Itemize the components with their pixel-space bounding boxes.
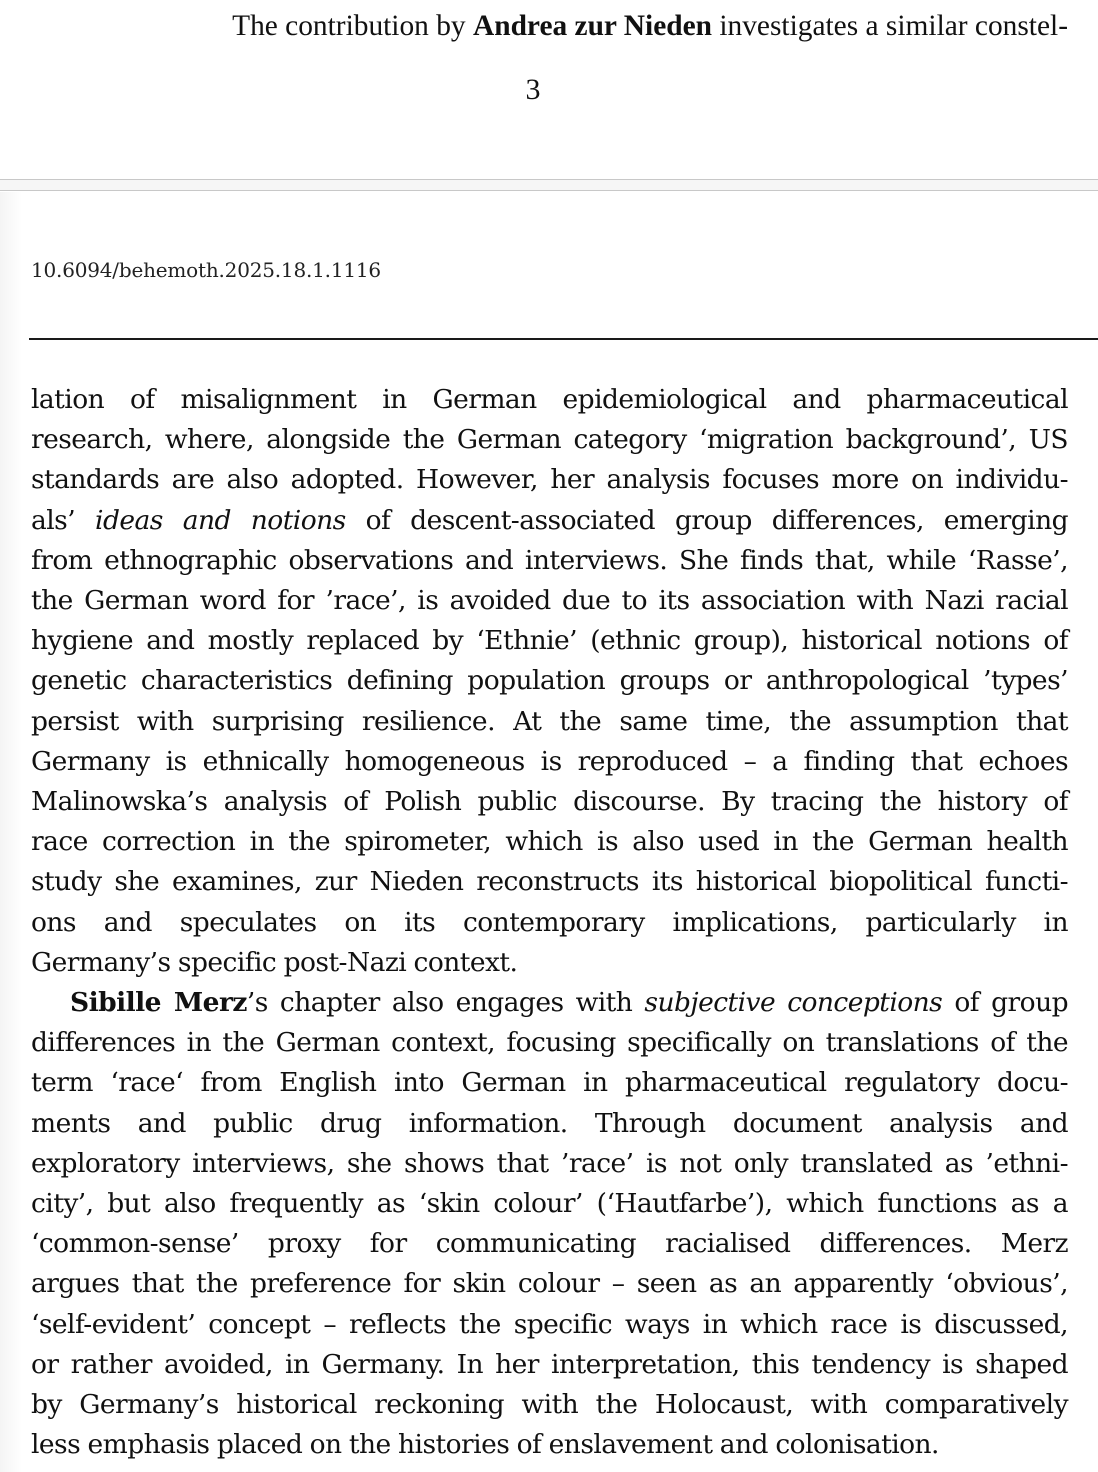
text-line: [31, 1144, 1068, 1184]
text-run: standards are also adopted. However, her analysis focuses more on individu-: [31, 464, 1068, 496]
page-separator: [0, 179, 1098, 191]
text-run: the German word for ’race’, is avoided due to its association with Nazi racial: [31, 585, 1068, 617]
text-run: argues that the preference for skin colour – seen as an apparently ‘obvious’,: [31, 1268, 1068, 1300]
text-run: Germany’s specific post-Nazi context.: [31, 946, 518, 978]
text-run: ments and public drug information. Through document analysis and: [31, 1107, 1068, 1139]
text-line: [31, 501, 1068, 541]
text-run: investigates a similar constel-: [712, 9, 1068, 42]
text-run: term ‘race‘ from English into German in pharmaceutical regulatory docu-: [31, 1067, 1068, 1099]
text-run: or rather avoided, in Germany. In her interpretation, this tendency is shaped: [31, 1348, 1068, 1380]
text-run: differences in the German context, focusing specifically on translations of the: [31, 1027, 1068, 1059]
text-line: [31, 1264, 1068, 1304]
text-line: [31, 460, 1068, 500]
text-line: [31, 1305, 1068, 1345]
text-run: city’, but also frequently as ‘skin colour’ (‘Hautfarbe’), which functions as a: [31, 1188, 1068, 1220]
emphasis: subjective conceptions: [644, 987, 943, 1019]
header-rule: [29, 338, 1098, 340]
text-run: ‘common-sense’ proxy for communicating racialised differences. Merz: [31, 1228, 1068, 1260]
text-run: race correction in the spirometer, which is also used in the German health: [31, 826, 1068, 858]
paragraph: [31, 380, 1068, 983]
paragraph: [31, 983, 1068, 1465]
author-name: Sibille Merz: [70, 987, 247, 1019]
text-run: ons and speculates on its contemporary implications, particularly in: [31, 906, 1068, 938]
text-line: [31, 1023, 1068, 1063]
text-line: [31, 1063, 1068, 1103]
text-line: [31, 862, 1068, 902]
text-line: [31, 420, 1068, 460]
text-run: of group: [942, 987, 1068, 1019]
text-line: [31, 822, 1068, 862]
text-line: [31, 983, 1068, 1023]
text-line: [31, 1104, 1068, 1144]
author-name: Andrea zur Nieden: [472, 9, 713, 42]
text-run: less emphasis placed on the histories of enslavement and colonisation.: [31, 1429, 939, 1461]
text-line: [31, 1385, 1068, 1425]
text-line: [31, 1425, 1068, 1465]
text-run: Germany is ethnically homogeneous is reproduced – a finding that echoes: [31, 745, 1068, 777]
text-run: persist with surprising resilience. At the same time, the assumption that: [31, 705, 1068, 737]
body-text: [31, 380, 1068, 1465]
doi-header: 10.6094/behemoth.2025.18.1.1116: [31, 258, 381, 282]
text-line: [31, 621, 1068, 661]
text-line: [31, 1184, 1068, 1224]
text-line: [31, 1224, 1068, 1264]
text-line: [31, 541, 1068, 581]
text-run: genetic characteristics defining population groups or anthropological ’types’: [31, 665, 1068, 697]
text-run: exploratory interviews, she shows that ’race’ is not only translated as ’ethni-: [31, 1147, 1068, 1179]
text-run: The contribution by: [232, 9, 473, 42]
text-line: [31, 380, 1068, 420]
text-run: ‘self-evident’ concept – reflects the specific ways in which race is discussed,: [31, 1308, 1068, 1340]
text-line: [31, 661, 1068, 701]
text-run: of descent-associated group differences, emerging: [345, 504, 1068, 536]
emphasis: ideas and notions: [95, 504, 346, 536]
text-run: from ethnographic observations and interviews. She finds that, while ‘Rasse’,: [31, 544, 1068, 576]
text-run: research, where, alongside the German category ‘migration background’, US: [31, 424, 1068, 456]
text-run: lation of misalignment in German epidemiological and pharmaceutical: [31, 384, 1068, 415]
text-line: [31, 742, 1068, 782]
text-line: [31, 702, 1068, 742]
text-run: Malinowska’s analysis of Polish public discourse. By tracing the history of: [31, 786, 1068, 818]
page-number: 3: [525, 73, 541, 106]
text-line: [31, 581, 1068, 621]
text-line: [31, 782, 1068, 822]
text-line: [31, 943, 1068, 983]
text-run: als’: [31, 504, 96, 536]
text-run: by Germany’s historical reckoning with the Holocaust, with comparatively: [31, 1389, 1068, 1421]
text-line: [31, 1345, 1068, 1385]
previous-page-last-line: [21, 8, 1068, 44]
text-run: ’s chapter also engages with: [246, 987, 645, 1019]
previous-page-bottom: [0, 0, 1098, 180]
text-run: hygiene and mostly replaced by ‘Ethnie’ (ethnic group), historical notions of: [31, 625, 1068, 657]
text-run: study she examines, zur Nieden reconstructs its historical biopolitical functi-: [31, 866, 1068, 898]
text-line: [31, 903, 1068, 943]
